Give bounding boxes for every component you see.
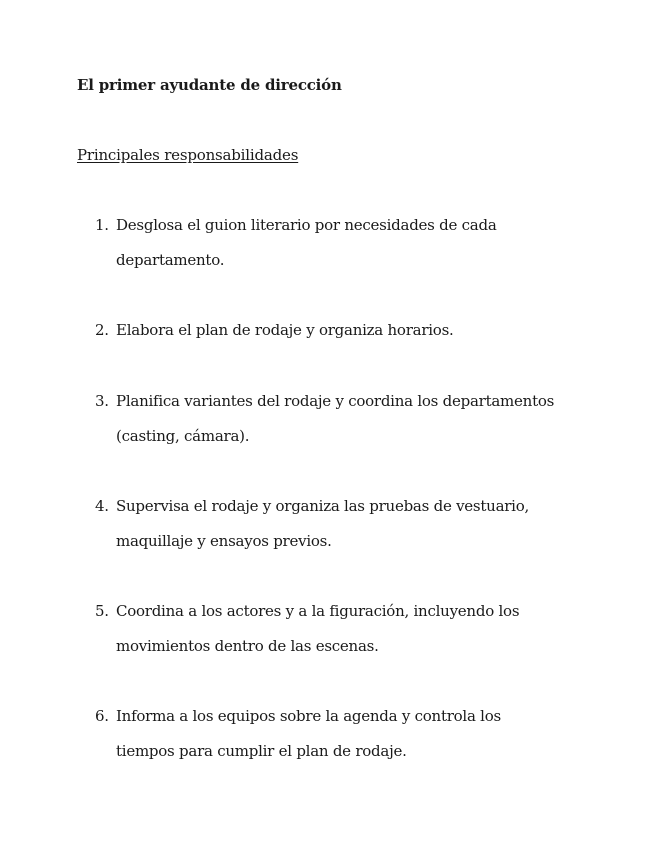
list-item-line: Desglosa el guion literario por necesidades de cada: [116, 216, 497, 234]
list-item-text: [116, 699, 586, 769]
list-item-line: departamento.: [116, 251, 225, 269]
list-item-line: Informa a los equipos sobre la agenda y controla los: [116, 707, 501, 725]
list-item-text: [116, 594, 586, 664]
list-item-line: maquillaje y ensayos previos.: [116, 532, 332, 550]
section-heading: Principales responsabilidades: [77, 146, 299, 164]
list-item-text: [116, 313, 586, 348]
list-item-line: (casting, cámara).: [116, 427, 250, 445]
list-item-number: 1.: [95, 216, 109, 234]
document-title: El primer ayudante de dirección: [77, 76, 342, 94]
list-item-line: Coordina a los actores y a la figuración, incluyendo los: [116, 602, 520, 620]
list-item-line: movimientos dentro de las escenas.: [116, 637, 379, 655]
list-item-line: Planifica variantes del rodaje y coordina los departamentos: [116, 392, 555, 410]
list-item-number: 4.: [95, 497, 109, 515]
list-item-text: [116, 489, 586, 559]
list-item-line: Elabora el plan de rodaje y organiza horarios.: [116, 321, 454, 339]
list-item-line: tiempos para cumplir el plan de rodaje.: [116, 742, 407, 760]
list-item-number: 2.: [95, 321, 109, 339]
list-item-text: [116, 384, 586, 454]
list-item-number: 3.: [95, 392, 109, 410]
list-item-number: 5.: [95, 602, 109, 620]
list-item-number: 6.: [95, 707, 109, 725]
list-item-text: [116, 208, 586, 278]
list-item-line: Supervisa el rodaje y organiza las pruebas de vestuario,: [116, 497, 530, 515]
